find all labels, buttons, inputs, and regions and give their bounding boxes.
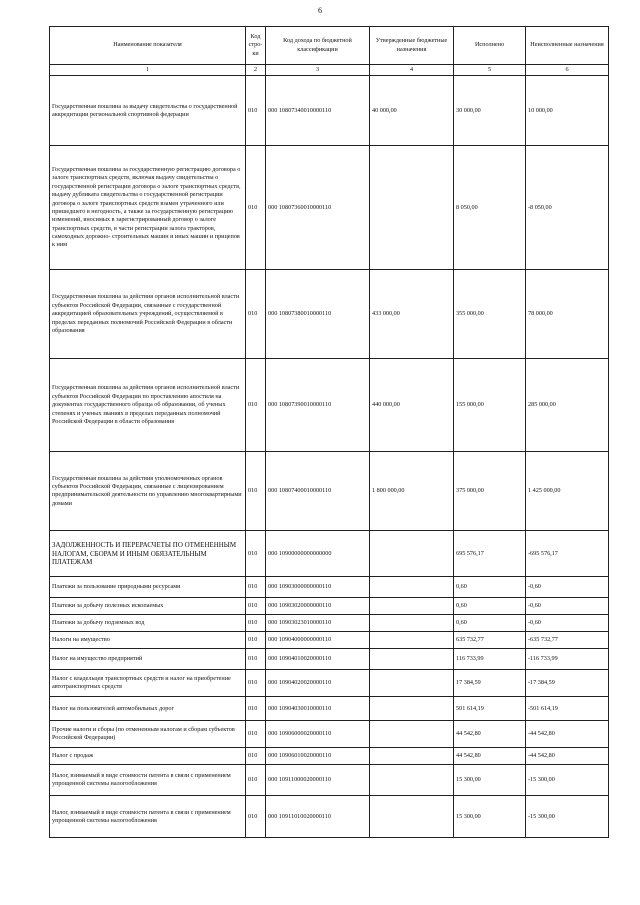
executed-amount: 501 614,19 <box>454 697 526 721</box>
line-code: 010 <box>246 697 266 721</box>
unexecuted-amount: -17 384,59 <box>526 670 609 697</box>
approved-amount <box>370 796 454 838</box>
line-code: 010 <box>246 632 266 649</box>
line-code: 010 <box>246 359 266 452</box>
table-row <box>50 748 609 765</box>
column-number: 2 <box>246 65 266 76</box>
income-code: 000 10911000020000110 <box>266 765 370 796</box>
table-row <box>50 452 609 531</box>
income-code: 000 10906010020000110 <box>266 748 370 765</box>
income-code: 000 10807380010000110 <box>266 270 370 359</box>
indicator-name: Прочие налоги и сборы (по отмененным налогам и сборам субъектов Российской Федерации) <box>50 721 246 748</box>
budget-execution-table <box>49 26 609 838</box>
executed-amount: 8 050,00 <box>454 146 526 270</box>
header-line-code: Код стро-ки <box>246 27 266 65</box>
table-row <box>50 632 609 649</box>
header-name: Наименование показателя <box>50 27 246 65</box>
unexecuted-amount: 78 000,00 <box>526 270 609 359</box>
income-code: 000 10904020020000110 <box>266 670 370 697</box>
executed-amount: 30 000,00 <box>454 76 526 146</box>
indicator-name: Налоги на имущество <box>50 632 246 649</box>
approved-amount <box>370 598 454 615</box>
indicator-name: Налог, взимаемый в виде стоимости патента в связи с применением упрощенной системы налогообложения <box>50 796 246 838</box>
approved-amount <box>370 748 454 765</box>
table-row <box>50 531 609 577</box>
line-code: 010 <box>246 452 266 531</box>
approved-amount <box>370 615 454 632</box>
table-row <box>50 765 609 796</box>
table-row <box>50 649 609 670</box>
executed-amount: 355 000,00 <box>454 270 526 359</box>
page-number: 6 <box>318 6 322 15</box>
approved-amount: 1 800 000,00 <box>370 452 454 531</box>
income-code: 000 10807400010000110 <box>266 452 370 531</box>
table-row <box>50 670 609 697</box>
table-row <box>50 359 609 452</box>
unexecuted-amount: -15 300,00 <box>526 796 609 838</box>
executed-amount: 155 000,00 <box>454 359 526 452</box>
unexecuted-amount: -635 732,77 <box>526 632 609 649</box>
indicator-name: Налог на пользователей автомобильных дорог <box>50 697 246 721</box>
line-code: 010 <box>246 649 266 670</box>
executed-amount: 375 000,00 <box>454 452 526 531</box>
income-code: 000 10903020000000110 <box>266 598 370 615</box>
income-code: 000 10904000000000110 <box>266 632 370 649</box>
unexecuted-amount: 1 425 000,00 <box>526 452 609 531</box>
column-number: 5 <box>454 65 526 76</box>
column-number: 4 <box>370 65 454 76</box>
unexecuted-amount: -44 542,80 <box>526 721 609 748</box>
line-code: 010 <box>246 615 266 632</box>
indicator-name: Налог на имущество предприятий <box>50 649 246 670</box>
unexecuted-amount: 285 000,00 <box>526 359 609 452</box>
line-code: 010 <box>246 765 266 796</box>
unexecuted-amount: -116 733,99 <box>526 649 609 670</box>
header-executed: Исполнено <box>454 27 526 65</box>
approved-amount <box>370 670 454 697</box>
table-row <box>50 146 609 270</box>
approved-amount <box>370 649 454 670</box>
income-code: 000 10807360010000110 <box>266 146 370 270</box>
indicator-name: Государственная пошлина за действия органов исполнительной власти субъектов Российской Федерации по проставлению апостиля на документах государственного образца об образовании, об ученых степенях и ученых званиях в пределах переданных полномочий Российской Федерации в области образования <box>50 359 246 452</box>
indicator-name: Налог с продаж <box>50 748 246 765</box>
line-code: 010 <box>246 146 266 270</box>
approved-amount <box>370 697 454 721</box>
executed-amount: 695 576,17 <box>454 531 526 577</box>
approved-amount: 440 000,00 <box>370 359 454 452</box>
executed-amount: 44 542,80 <box>454 721 526 748</box>
approved-amount <box>370 765 454 796</box>
indicator-name: Платежи за пользование природными ресурсами <box>50 577 246 598</box>
income-code: 000 10807390010000110 <box>266 359 370 452</box>
executed-amount: 44 542,80 <box>454 748 526 765</box>
executed-amount: 0,60 <box>454 615 526 632</box>
column-number: 6 <box>526 65 609 76</box>
table-row <box>50 796 609 838</box>
header-approved: Утвержденные бюджетные назначения <box>370 27 454 65</box>
indicator-name: Государственная пошлина за действия органов исполнительной власти субъектов Российской Федерации, связанные с государственной аккредитацией образовательных учреждений, осуществляемой в пределах переданных полномочий Российской Федерации в области образования <box>50 270 246 359</box>
column-number: 1 <box>50 65 246 76</box>
line-code: 010 <box>246 598 266 615</box>
approved-amount <box>370 146 454 270</box>
indicator-name: Налог с владельцев транспортных средств и налог на приобретение автотранспортных средств <box>50 670 246 697</box>
executed-amount: 15 300,00 <box>454 765 526 796</box>
income-code: 000 10904010020000110 <box>266 649 370 670</box>
executed-amount: 0,60 <box>454 598 526 615</box>
executed-amount: 0,60 <box>454 577 526 598</box>
indicator-name: Платежи за добычу полезных ископаемых <box>50 598 246 615</box>
executed-amount: 116 733,99 <box>454 649 526 670</box>
unexecuted-amount: -501 614,19 <box>526 697 609 721</box>
unexecuted-amount: -8 050,00 <box>526 146 609 270</box>
unexecuted-amount: -0,60 <box>526 577 609 598</box>
indicator-name: Государственная пошлина за государственную регистрацию договора о залоге транспортных средств, включая выдачу свидетельства о государственной регистрации договора о залоге транспортных средств, выдачу дубликата свидетельства о государственной регистрации договора о залоге транспортных средств взамен утраченного или пришедшего в негодность, а также за государственную регистрацию изменений, вносимых в зарегистрированный договор о залоге транспортных средств, в части регистрации залога тракторов, самоходных дорожно- строительных машин и иных машин и прицепов к ним <box>50 146 246 270</box>
unexecuted-amount: 10 000,00 <box>526 76 609 146</box>
column-number-row <box>50 65 609 76</box>
unexecuted-amount: -15 300,00 <box>526 765 609 796</box>
approved-amount <box>370 632 454 649</box>
table-row <box>50 697 609 721</box>
line-code: 010 <box>246 721 266 748</box>
approved-amount <box>370 721 454 748</box>
unexecuted-amount: -695 576,17 <box>526 531 609 577</box>
income-code: 000 10903000000000110 <box>266 577 370 598</box>
approved-amount: 433 000,00 <box>370 270 454 359</box>
indicator-name: Государственная пошлина за выдачу свидетельства о государственной аккредитации региональной спортивной федерации <box>50 76 246 146</box>
indicator-name: Государственная пошлина за действия уполномоченных органов субъектов Российской Федерации, связанные с лицензированием предпринимательской деятельности по управлению многоквартирными домами <box>50 452 246 531</box>
line-code: 010 <box>246 531 266 577</box>
line-code: 010 <box>246 748 266 765</box>
indicator-name: ЗАДОЛЖЕННОСТЬ И ПЕРЕРАСЧЕТЫ ПО ОТМЕНЕННЫМ НАЛОГАМ, СБОРАМ И ИНЫМ ОБЯЗАТЕЛЬНЫМ ПЛАТЕЖАМ <box>50 531 246 577</box>
unexecuted-amount: -0,60 <box>526 615 609 632</box>
executed-amount: 17 384,59 <box>454 670 526 697</box>
executed-amount: 635 732,77 <box>454 632 526 649</box>
approved-amount: 40 000,00 <box>370 76 454 146</box>
income-code: 000 10807340010000110 <box>266 76 370 146</box>
table-row <box>50 598 609 615</box>
header-income-code: Код дохода по бюджетной классификации <box>266 27 370 65</box>
table-row <box>50 76 609 146</box>
line-code: 010 <box>246 76 266 146</box>
income-code: 000 10904030010000110 <box>266 697 370 721</box>
income-code: 000 10906000020000110 <box>266 721 370 748</box>
income-code: 000 10903023010000110 <box>266 615 370 632</box>
table-row <box>50 270 609 359</box>
executed-amount: 15 300,00 <box>454 796 526 838</box>
line-code: 010 <box>246 796 266 838</box>
header-unexecuted: Неисполненные назначения <box>526 27 609 65</box>
income-code: 000 10911010020000110 <box>266 796 370 838</box>
table-row <box>50 615 609 632</box>
approved-amount <box>370 577 454 598</box>
indicator-name: Платежи за добычу подземных вод <box>50 615 246 632</box>
column-number: 3 <box>266 65 370 76</box>
approved-amount <box>370 531 454 577</box>
income-code: 000 10900000000000000 <box>266 531 370 577</box>
line-code: 010 <box>246 270 266 359</box>
indicator-name: Налог, взимаемый в виде стоимости патента в связи с применением упрощенной системы налогообложения <box>50 765 246 796</box>
table-row <box>50 721 609 748</box>
header-row <box>50 27 609 65</box>
table-row <box>50 577 609 598</box>
unexecuted-amount: -44 542,80 <box>526 748 609 765</box>
line-code: 010 <box>246 670 266 697</box>
line-code: 010 <box>246 577 266 598</box>
unexecuted-amount: -0,60 <box>526 598 609 615</box>
